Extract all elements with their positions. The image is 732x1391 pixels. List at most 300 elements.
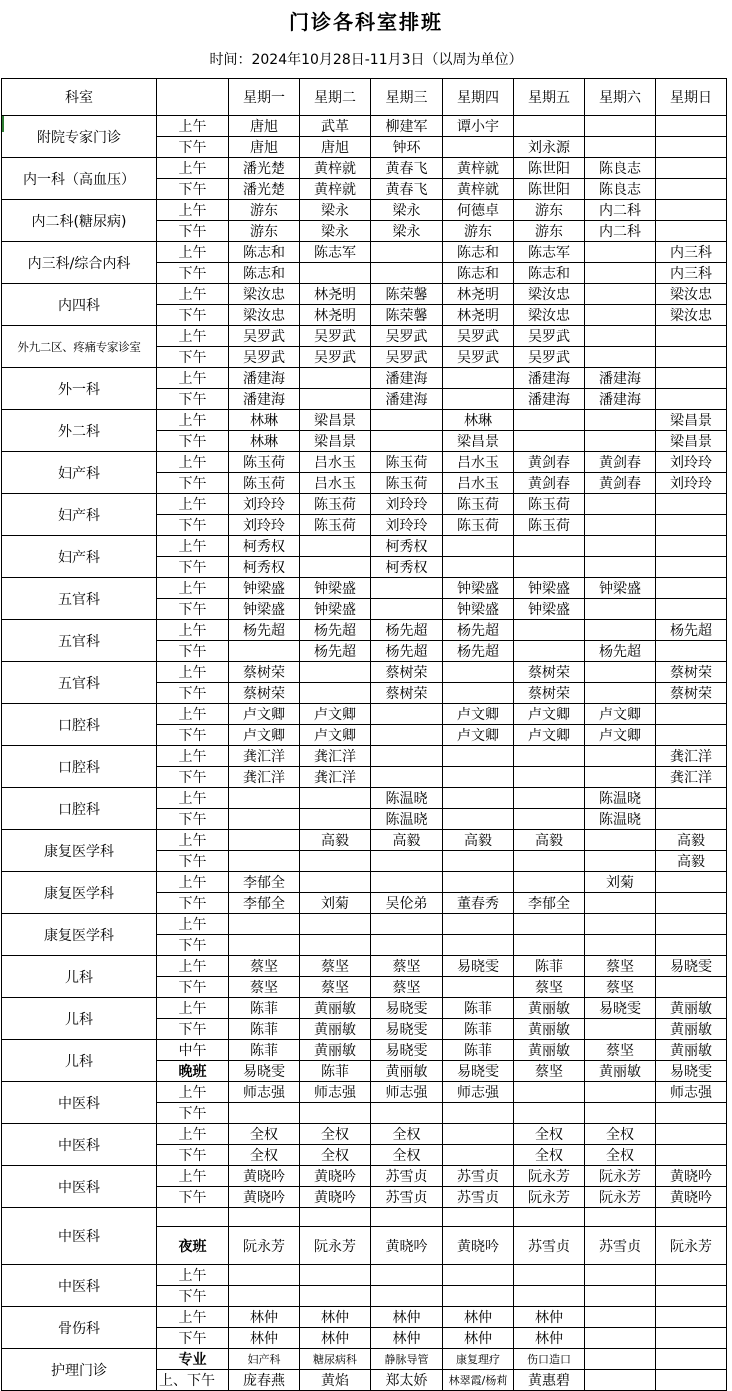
schedule-cell[interactable]: 钟梁盛	[443, 578, 514, 599]
schedule-cell[interactable]: 蔡坚	[585, 956, 656, 977]
schedule-cell[interactable]	[371, 1103, 443, 1124]
schedule-cell[interactable]	[585, 284, 656, 305]
schedule-cell[interactable]: 易晓雯	[229, 1061, 300, 1082]
schedule-cell[interactable]: 潘光楚	[229, 179, 300, 200]
period-label[interactable]: 下午	[157, 1019, 229, 1040]
schedule-cell[interactable]: 陈菲	[443, 1040, 514, 1061]
period-label[interactable]: 上午	[157, 662, 229, 683]
schedule-cell[interactable]	[371, 431, 443, 452]
schedule-cell[interactable]: 黄春飞	[371, 179, 443, 200]
schedule-cell[interactable]: 柳建军	[371, 116, 443, 137]
schedule-cell[interactable]	[656, 704, 727, 725]
period-label[interactable]: 上午	[157, 326, 229, 347]
dept-name[interactable]: 五官科	[2, 620, 157, 662]
schedule-cell[interactable]: 武革	[300, 116, 371, 137]
schedule-cell[interactable]	[656, 389, 727, 410]
schedule-cell[interactable]: 陈菲	[300, 1061, 371, 1082]
schedule-cell[interactable]: 梁永	[371, 200, 443, 221]
period-label[interactable]: 专业	[157, 1349, 229, 1370]
schedule-cell[interactable]: 何德卓	[443, 200, 514, 221]
period-label[interactable]: 下午	[157, 893, 229, 914]
schedule-cell[interactable]	[229, 935, 300, 956]
period-label[interactable]: 上午	[157, 452, 229, 473]
period-label[interactable]: 下午	[157, 347, 229, 368]
schedule-cell[interactable]: 梁昌景	[443, 431, 514, 452]
schedule-cell[interactable]: 高毅	[300, 830, 371, 851]
schedule-cell[interactable]	[300, 389, 371, 410]
schedule-cell[interactable]: 陈菲	[229, 1040, 300, 1061]
dept-name[interactable]: 内四科	[2, 284, 157, 326]
schedule-cell[interactable]	[371, 767, 443, 788]
schedule-cell[interactable]: 林仲	[371, 1328, 443, 1349]
dept-name[interactable]: 康复医学科	[2, 830, 157, 872]
schedule-cell[interactable]: 蔡坚	[229, 977, 300, 998]
schedule-cell[interactable]: 阮永芳	[300, 1227, 371, 1265]
schedule-cell[interactable]: 黄春飞	[371, 158, 443, 179]
schedule-cell[interactable]: 刘玲玲	[371, 494, 443, 515]
schedule-cell[interactable]	[443, 1124, 514, 1145]
schedule-cell[interactable]: 卢文卿	[300, 704, 371, 725]
schedule-cell[interactable]: 黄丽敏	[371, 1061, 443, 1082]
schedule-cell[interactable]	[371, 578, 443, 599]
schedule-cell[interactable]	[443, 935, 514, 956]
schedule-cell[interactable]	[300, 809, 371, 830]
schedule-cell[interactable]: 康复理疗	[443, 1349, 514, 1370]
schedule-cell[interactable]: 内二科	[585, 221, 656, 242]
schedule-cell[interactable]: 吴罗武	[371, 326, 443, 347]
schedule-cell[interactable]: 游东	[229, 221, 300, 242]
schedule-cell[interactable]: 梁昌景	[656, 431, 727, 452]
schedule-cell[interactable]: 潘建海	[585, 368, 656, 389]
schedule-cell[interactable]: 陈玉荷	[371, 452, 443, 473]
schedule-cell[interactable]	[514, 641, 585, 662]
schedule-cell[interactable]: 妇产科	[229, 1349, 300, 1370]
schedule-cell[interactable]	[514, 809, 585, 830]
schedule-cell[interactable]: 静脉导管	[371, 1349, 443, 1370]
schedule-cell[interactable]: 蔡树荣	[371, 662, 443, 683]
period-label[interactable]: 下午	[157, 557, 229, 578]
schedule-cell[interactable]: 卢文卿	[585, 704, 656, 725]
schedule-cell[interactable]	[514, 767, 585, 788]
schedule-cell[interactable]: 龚汇洋	[229, 746, 300, 767]
schedule-cell[interactable]	[585, 851, 656, 872]
schedule-cell[interactable]	[514, 1082, 585, 1103]
schedule-cell[interactable]: 吴罗武	[443, 347, 514, 368]
schedule-cell[interactable]	[514, 620, 585, 641]
schedule-cell[interactable]: 林仲	[514, 1328, 585, 1349]
schedule-cell[interactable]	[656, 515, 727, 536]
schedule-cell[interactable]: 潘建海	[229, 368, 300, 389]
schedule-cell[interactable]: 林尧明	[443, 305, 514, 326]
schedule-cell[interactable]: 苏雪贞	[585, 1227, 656, 1265]
schedule-cell[interactable]	[514, 1265, 585, 1286]
period-label[interactable]: 上午	[157, 578, 229, 599]
schedule-cell[interactable]	[656, 872, 727, 893]
schedule-cell[interactable]	[656, 116, 727, 137]
schedule-cell[interactable]	[443, 1286, 514, 1307]
schedule-cell[interactable]: 苏雪贞	[443, 1187, 514, 1208]
schedule-cell[interactable]	[371, 746, 443, 767]
dept-name[interactable]: 五官科	[2, 662, 157, 704]
schedule-cell[interactable]	[585, 515, 656, 536]
schedule-cell[interactable]	[514, 872, 585, 893]
schedule-cell[interactable]: 黄丽敏	[656, 1019, 727, 1040]
schedule-cell[interactable]: 梁永	[371, 221, 443, 242]
schedule-cell[interactable]: 潘光楚	[229, 158, 300, 179]
schedule-cell[interactable]	[443, 746, 514, 767]
schedule-cell[interactable]	[656, 935, 727, 956]
schedule-cell[interactable]: 潘建海	[371, 368, 443, 389]
schedule-cell[interactable]: 陈菲	[229, 998, 300, 1019]
schedule-cell[interactable]: 阮永芳	[585, 1187, 656, 1208]
schedule-cell[interactable]	[585, 242, 656, 263]
schedule-cell[interactable]	[656, 137, 727, 158]
schedule-cell[interactable]: 卢文卿	[443, 725, 514, 746]
schedule-cell[interactable]	[300, 872, 371, 893]
schedule-cell[interactable]: 黄梓就	[443, 179, 514, 200]
schedule-cell[interactable]: 杨先超	[371, 641, 443, 662]
schedule-cell[interactable]	[371, 599, 443, 620]
period-label[interactable]: 下午	[157, 305, 229, 326]
schedule-cell[interactable]: 梁昌景	[300, 410, 371, 431]
schedule-cell[interactable]	[585, 431, 656, 452]
schedule-cell[interactable]: 刘玲玲	[656, 473, 727, 494]
schedule-cell[interactable]: 林仲	[300, 1328, 371, 1349]
schedule-cell[interactable]	[585, 347, 656, 368]
schedule-cell[interactable]: 卢文卿	[229, 725, 300, 746]
schedule-cell[interactable]: 梁永	[300, 200, 371, 221]
schedule-cell[interactable]: 蔡树荣	[514, 683, 585, 704]
schedule-cell[interactable]	[514, 1208, 585, 1227]
schedule-cell[interactable]: 师志强	[229, 1082, 300, 1103]
schedule-cell[interactable]	[229, 914, 300, 935]
schedule-cell[interactable]: 易晓雯	[443, 956, 514, 977]
schedule-cell[interactable]	[443, 368, 514, 389]
schedule-cell[interactable]: 黄晓吟	[229, 1187, 300, 1208]
schedule-cell[interactable]: 高毅	[656, 851, 727, 872]
schedule-cell[interactable]	[443, 1145, 514, 1166]
schedule-cell[interactable]	[585, 767, 656, 788]
schedule-cell[interactable]: 杨先超	[371, 620, 443, 641]
schedule-cell[interactable]: 谭小宇	[443, 116, 514, 137]
schedule-cell[interactable]	[585, 914, 656, 935]
dept-name[interactable]: 骨伤科	[2, 1307, 157, 1349]
period-label[interactable]: 下午	[157, 431, 229, 452]
schedule-cell[interactable]: 游东	[229, 200, 300, 221]
schedule-cell[interactable]: 陈玉荷	[371, 473, 443, 494]
schedule-cell[interactable]: 吕水玉	[300, 473, 371, 494]
schedule-cell[interactable]	[656, 578, 727, 599]
schedule-cell[interactable]: 陈志军	[300, 242, 371, 263]
schedule-cell[interactable]	[585, 1082, 656, 1103]
schedule-cell[interactable]: 蔡坚	[300, 977, 371, 998]
schedule-cell[interactable]: 梁汝忠	[514, 305, 585, 326]
schedule-cell[interactable]	[371, 242, 443, 263]
schedule-cell[interactable]: 杨先超	[229, 620, 300, 641]
schedule-cell[interactable]: 林尧明	[443, 284, 514, 305]
schedule-cell[interactable]: 卢文卿	[514, 704, 585, 725]
schedule-cell[interactable]: 阮永芳	[229, 1227, 300, 1265]
schedule-cell[interactable]: 吴罗武	[443, 326, 514, 347]
period-label[interactable]: 夜班	[157, 1227, 229, 1265]
schedule-cell[interactable]: 黄丽敏	[300, 1019, 371, 1040]
period-label[interactable]: 下午	[157, 1145, 229, 1166]
schedule-cell[interactable]	[585, 683, 656, 704]
schedule-cell[interactable]	[656, 1265, 727, 1286]
period-label[interactable]: 下午	[157, 473, 229, 494]
schedule-cell[interactable]: 林琳	[443, 410, 514, 431]
schedule-cell[interactable]	[656, 326, 727, 347]
dept-name[interactable]: 外九二区、疼痛专家诊室	[2, 326, 157, 368]
schedule-cell[interactable]: 蔡坚	[514, 977, 585, 998]
schedule-cell[interactable]	[585, 1307, 656, 1328]
schedule-cell[interactable]	[514, 746, 585, 767]
schedule-cell[interactable]	[514, 536, 585, 557]
dept-name[interactable]: 内二科(糖尿病)	[2, 200, 157, 242]
schedule-cell[interactable]: 高毅	[514, 830, 585, 851]
schedule-cell[interactable]: 阮永芳	[656, 1227, 727, 1265]
schedule-cell[interactable]: 吴罗武	[514, 326, 585, 347]
schedule-cell[interactable]: 游东	[443, 221, 514, 242]
schedule-cell[interactable]: 林琳	[229, 431, 300, 452]
period-label[interactable]: 上午	[157, 158, 229, 179]
schedule-cell[interactable]: 梁汝忠	[514, 284, 585, 305]
schedule-cell[interactable]: 蔡坚	[229, 956, 300, 977]
schedule-cell[interactable]	[656, 536, 727, 557]
schedule-cell[interactable]	[585, 263, 656, 284]
schedule-cell[interactable]: 黄晓吟	[300, 1187, 371, 1208]
schedule-cell[interactable]	[656, 809, 727, 830]
schedule-cell[interactable]: 陈世阳	[514, 158, 585, 179]
schedule-cell[interactable]	[585, 599, 656, 620]
schedule-cell[interactable]	[585, 935, 656, 956]
schedule-cell[interactable]: 刘玲玲	[656, 452, 727, 473]
schedule-cell[interactable]: 黄丽敏	[514, 998, 585, 1019]
period-label[interactable]: 上午	[157, 494, 229, 515]
schedule-cell[interactable]: 梁昌景	[300, 431, 371, 452]
schedule-cell[interactable]	[300, 914, 371, 935]
schedule-cell[interactable]: 陈菲	[229, 1019, 300, 1040]
schedule-cell[interactable]	[585, 1349, 656, 1370]
period-label[interactable]: 下午	[157, 515, 229, 536]
schedule-cell[interactable]	[371, 1208, 443, 1227]
schedule-cell[interactable]	[300, 788, 371, 809]
schedule-cell[interactable]: 龚汇洋	[229, 767, 300, 788]
schedule-cell[interactable]: 黄丽敏	[514, 1040, 585, 1061]
schedule-cell[interactable]: 唐旭	[300, 137, 371, 158]
dept-name[interactable]: 妇产科	[2, 536, 157, 578]
dept-name[interactable]: 康复医学科	[2, 914, 157, 956]
schedule-cell[interactable]: 师志强	[371, 1082, 443, 1103]
schedule-cell[interactable]: 钟环	[371, 137, 443, 158]
schedule-cell[interactable]: 蔡坚	[514, 1061, 585, 1082]
schedule-cell[interactable]: 阮永芳	[585, 1166, 656, 1187]
schedule-cell[interactable]	[300, 536, 371, 557]
period-label[interactable]: 上午	[157, 914, 229, 935]
schedule-cell[interactable]	[514, 851, 585, 872]
schedule-cell[interactable]	[300, 683, 371, 704]
schedule-cell[interactable]: 全权	[514, 1124, 585, 1145]
schedule-cell[interactable]	[229, 1286, 300, 1307]
schedule-cell[interactable]: 师志强	[443, 1082, 514, 1103]
schedule-cell[interactable]: 陈玉荷	[229, 473, 300, 494]
schedule-cell[interactable]: 黄晓吟	[229, 1166, 300, 1187]
schedule-cell[interactable]: 柯秀权	[229, 557, 300, 578]
schedule-cell[interactable]	[585, 1328, 656, 1349]
schedule-cell[interactable]: 黄惠碧	[514, 1370, 585, 1391]
schedule-cell[interactable]: 全权	[371, 1145, 443, 1166]
schedule-cell[interactable]	[656, 893, 727, 914]
period-label[interactable]: 下午	[157, 389, 229, 410]
schedule-cell[interactable]	[656, 1145, 727, 1166]
schedule-cell[interactable]: 黄晓吟	[656, 1187, 727, 1208]
schedule-cell[interactable]: 内三科	[656, 263, 727, 284]
period-label[interactable]: 上午	[157, 1124, 229, 1145]
schedule-cell[interactable]: 林尧明	[300, 284, 371, 305]
schedule-cell[interactable]	[443, 788, 514, 809]
period-label[interactable]: 下午	[157, 935, 229, 956]
schedule-cell[interactable]: 陈志和	[229, 263, 300, 284]
schedule-cell[interactable]: 陈菲	[443, 998, 514, 1019]
schedule-cell[interactable]	[443, 1265, 514, 1286]
schedule-cell[interactable]: 潘建海	[371, 389, 443, 410]
schedule-cell[interactable]: 易晓雯	[443, 1061, 514, 1082]
schedule-cell[interactable]: 黄梓就	[300, 158, 371, 179]
schedule-cell[interactable]: 郑太娇	[371, 1370, 443, 1391]
schedule-cell[interactable]: 蔡坚	[371, 977, 443, 998]
schedule-cell[interactable]	[656, 599, 727, 620]
schedule-cell[interactable]: 全权	[585, 1124, 656, 1145]
schedule-cell[interactable]: 陈菲	[443, 1019, 514, 1040]
schedule-cell[interactable]: 柯秀权	[229, 536, 300, 557]
schedule-cell[interactable]	[585, 557, 656, 578]
schedule-cell[interactable]	[585, 137, 656, 158]
schedule-cell[interactable]	[585, 893, 656, 914]
schedule-cell[interactable]: 吕水玉	[443, 473, 514, 494]
schedule-cell[interactable]	[585, 494, 656, 515]
schedule-cell[interactable]: 钟梁盛	[514, 578, 585, 599]
schedule-cell[interactable]: 吕水玉	[443, 452, 514, 473]
schedule-cell[interactable]: 林尧明	[300, 305, 371, 326]
schedule-cell[interactable]: 蔡树荣	[229, 683, 300, 704]
schedule-cell[interactable]	[443, 809, 514, 830]
dept-name[interactable]: 妇产科	[2, 494, 157, 536]
dept-name[interactable]: 儿科	[2, 956, 157, 998]
schedule-cell[interactable]: 钟梁盛	[229, 578, 300, 599]
schedule-cell[interactable]: 易晓雯	[371, 998, 443, 1019]
schedule-cell[interactable]: 阮永芳	[514, 1166, 585, 1187]
schedule-cell[interactable]: 林琳	[229, 410, 300, 431]
schedule-cell[interactable]: 黄丽敏	[300, 998, 371, 1019]
schedule-cell[interactable]: 陈志和	[443, 263, 514, 284]
schedule-cell[interactable]: 陈玉荷	[514, 515, 585, 536]
period-label[interactable]: 上午	[157, 704, 229, 725]
schedule-cell[interactable]: 黄剑春	[585, 452, 656, 473]
schedule-cell[interactable]	[656, 725, 727, 746]
schedule-cell[interactable]: 黄丽敏	[585, 1061, 656, 1082]
schedule-cell[interactable]: 陈荣馨	[371, 284, 443, 305]
schedule-cell[interactable]: 易晓雯	[371, 1040, 443, 1061]
schedule-cell[interactable]	[371, 1265, 443, 1286]
period-label[interactable]: 下午	[157, 1187, 229, 1208]
schedule-cell[interactable]: 黄丽敏	[656, 998, 727, 1019]
schedule-cell[interactable]	[443, 1103, 514, 1124]
schedule-cell[interactable]	[585, 536, 656, 557]
schedule-cell[interactable]	[656, 1370, 727, 1391]
schedule-cell[interactable]: 吴罗武	[229, 326, 300, 347]
schedule-cell[interactable]: 陈温晓	[371, 809, 443, 830]
schedule-cell[interactable]: 黄丽敏	[656, 1040, 727, 1061]
schedule-cell[interactable]: 卢文卿	[443, 704, 514, 725]
schedule-cell[interactable]	[585, 1208, 656, 1227]
schedule-cell[interactable]	[656, 1208, 727, 1227]
schedule-cell[interactable]: 黄梓就	[300, 179, 371, 200]
schedule-cell[interactable]	[443, 137, 514, 158]
schedule-cell[interactable]: 高毅	[443, 830, 514, 851]
schedule-cell[interactable]	[371, 263, 443, 284]
schedule-cell[interactable]: 潘建海	[514, 389, 585, 410]
schedule-cell[interactable]	[229, 641, 300, 662]
schedule-cell[interactable]: 陈世阳	[514, 179, 585, 200]
schedule-cell[interactable]: 唐旭	[229, 116, 300, 137]
schedule-cell[interactable]: 梁永	[300, 221, 371, 242]
schedule-cell[interactable]: 陈荣馨	[371, 305, 443, 326]
schedule-cell[interactable]	[300, 662, 371, 683]
schedule-cell[interactable]	[514, 914, 585, 935]
dept-name[interactable]: 口腔科	[2, 746, 157, 788]
schedule-cell[interactable]: 龚汇洋	[656, 746, 727, 767]
schedule-cell[interactable]: 内三科	[656, 242, 727, 263]
period-label[interactable]: 下午	[157, 809, 229, 830]
schedule-cell[interactable]	[585, 1370, 656, 1391]
schedule-cell[interactable]: 钟梁盛	[300, 599, 371, 620]
schedule-cell[interactable]: 陈志和	[514, 263, 585, 284]
schedule-cell[interactable]: 吴罗武	[514, 347, 585, 368]
schedule-cell[interactable]: 龚汇洋	[300, 746, 371, 767]
schedule-cell[interactable]: 黄晓吟	[443, 1227, 514, 1265]
schedule-cell[interactable]	[371, 1286, 443, 1307]
period-label[interactable]: 上午	[157, 1265, 229, 1286]
schedule-cell[interactable]: 高毅	[656, 830, 727, 851]
period-label[interactable]: 上午	[157, 998, 229, 1019]
schedule-cell[interactable]: 龚汇洋	[300, 767, 371, 788]
schedule-cell[interactable]: 林仲	[514, 1307, 585, 1328]
schedule-cell[interactable]: 黄晓吟	[300, 1166, 371, 1187]
dept-name[interactable]: 五官科	[2, 578, 157, 620]
period-label[interactable]	[157, 1208, 229, 1227]
schedule-cell[interactable]	[585, 1103, 656, 1124]
schedule-cell[interactable]: 黄梓就	[443, 158, 514, 179]
schedule-cell[interactable]	[585, 620, 656, 641]
schedule-cell[interactable]: 刘菊	[300, 893, 371, 914]
schedule-cell[interactable]: 陈玉荷	[514, 494, 585, 515]
schedule-cell[interactable]: 游东	[514, 221, 585, 242]
schedule-cell[interactable]: 吴罗武	[300, 326, 371, 347]
schedule-cell[interactable]: 蔡树荣	[229, 662, 300, 683]
schedule-cell[interactable]	[229, 809, 300, 830]
schedule-cell[interactable]: 黄剑春	[585, 473, 656, 494]
schedule-cell[interactable]: 蔡树荣	[656, 683, 727, 704]
schedule-cell[interactable]: 杨先超	[443, 620, 514, 641]
schedule-cell[interactable]	[656, 1349, 727, 1370]
schedule-cell[interactable]: 黄晓吟	[656, 1166, 727, 1187]
schedule-cell[interactable]: 全权	[585, 1145, 656, 1166]
schedule-cell[interactable]: 蔡坚	[300, 956, 371, 977]
schedule-cell[interactable]: 柯秀权	[371, 557, 443, 578]
schedule-cell[interactable]: 黄剑春	[514, 452, 585, 473]
schedule-cell[interactable]: 陈温晓	[371, 788, 443, 809]
schedule-cell[interactable]: 陈良志	[585, 158, 656, 179]
